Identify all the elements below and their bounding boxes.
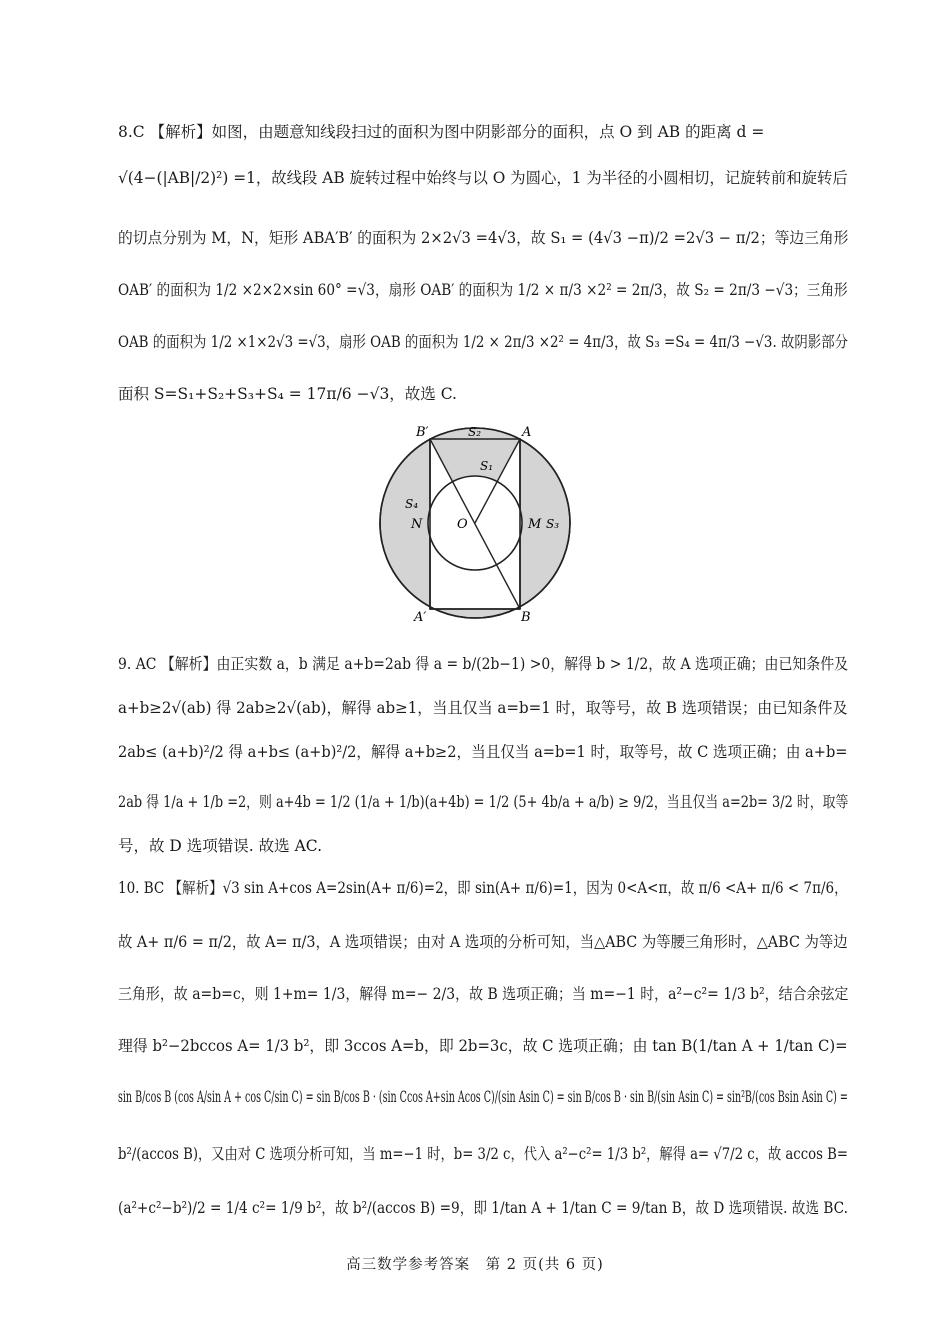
line-text: 8.C 【解析】如图，由题意知线段扫过的面积为图中阴影部分的面积，点 O 到 AB 的距离 d = bbox=[118, 123, 765, 141]
line bbox=[0, 166, 950, 188]
label-s4: S₄ bbox=[405, 497, 419, 511]
line-text: OAB 的面积为 1/2 ×1×2√3 =√3，扇形 OAB 的面积为 1/2 × 2π/3 ×2² = 4π/3，故 S₃ =S₄ = 4π/3 −√3. 故阴影部分 bbox=[118, 333, 849, 351]
line bbox=[0, 1142, 950, 1164]
line-text: 9. AC 【解析】由正实数 a，b 满足 a+b=2ab 得 a = b/(2b−1) >0，解得 b > 1/2，故 A 选项正确；由已知条件及 bbox=[118, 655, 849, 673]
label-o: O bbox=[457, 517, 468, 532]
line bbox=[0, 834, 950, 856]
line-text: 的切点分别为 M，N，矩形 ABA′B′ 的面积为 2×2√3 =4√3，故 S₁ = (4√3 −π)/2 =2√3 − π/2；等边三角形 bbox=[118, 229, 849, 247]
page-footer: 高三数学参考答案 第 2 页(共 6 页) bbox=[346, 1257, 604, 1273]
label-a-prime: A′ bbox=[414, 610, 427, 625]
label-b-prime: B′ bbox=[416, 425, 429, 440]
label-s2: S₂ bbox=[468, 425, 482, 439]
label-s3: S₃ bbox=[546, 517, 560, 531]
label-m: M bbox=[528, 517, 542, 532]
line-text: 面积 S=S₁+S₂+S₃+S₄ = 17π/6 −√3，故选 C. bbox=[118, 385, 457, 403]
label-n: N bbox=[411, 517, 423, 532]
line-text: b²/(accos B)，又由对 C 选项分析可知，当 m=−1 时，b= 3/2 c，代入 a²−c²= 1/3 b²，解得 a= √7/2 c，故 accos B= bbox=[118, 1145, 848, 1163]
label-a: A bbox=[522, 425, 532, 440]
line bbox=[0, 652, 950, 674]
label-b: B bbox=[521, 610, 531, 625]
line-text: sin B/cos B (cos A/sin A + cos C/sin C) = sin B/cos B · (sin Ccos A+sin Acos C)/(sin Asin C) = sin B/cos B · sin B/(sin Asin C) = sin²B/(cos Bsin Asin C) = bbox=[118, 1088, 848, 1106]
line-text: 三角形，故 a=b=c，则 1+m= 1/3，解得 m=− 2/3，故 B 选项正确；当 m=−1 时，a²−c²= 1/3 b²，结合余弦定 bbox=[118, 985, 849, 1003]
line bbox=[0, 278, 950, 300]
line-text: OAB′ 的面积为 1/2 ×2×2×sin 60° =√3，扇形 OAB′ 的面积为 1/2 × π/3 ×2² = 2π/3，故 S₂ = 2π/3 −√3；三角形 bbox=[118, 281, 848, 299]
line-text: 号，故 D 选项错误. 故选 AC. bbox=[118, 837, 322, 855]
line bbox=[0, 876, 950, 898]
label-s1: S₁ bbox=[480, 459, 494, 473]
line-text: 2ab≤ (a+b)²/2 得 a+b≤ (a+b)²/2，解得 a+b≥2，当且仅当 a=b=1 时，取等号，故 C 选项正确；由 a+b= bbox=[118, 743, 848, 761]
line-text: √(4−(|AB|/2)²) =1，故线段 AB 旋转过程中始终与以 O 为圆心，1 为半径的小圆相切，记旋转前和旋转后 bbox=[118, 169, 848, 187]
line bbox=[0, 1034, 950, 1056]
line-text: 理得 b²−2bccos A= 1/3 b²，即 3ccos A=b，即 2b=3c，故 C 选项正确；由 tan B(1/tan A + 1/tan C)= bbox=[118, 1037, 848, 1055]
geometry-figure bbox=[0, 415, 950, 635]
line bbox=[0, 1196, 950, 1218]
line bbox=[0, 1088, 950, 1106]
line bbox=[0, 382, 950, 404]
line bbox=[0, 790, 950, 812]
line bbox=[0, 226, 950, 248]
line-text: (a²+c²−b²)/2 = 1/4 c²= 1/9 b²，故 b²/(accos B) =9，即 1/tan A + 1/tan C = 9/tan B，故 D 选项错误. 故选 BC. bbox=[118, 1199, 848, 1217]
line-text: 故 A+ π/6 = π/2，故 A= π/3，A 选项错误；由对 A 选项的分析可知，当△ABC 为等腰三角形时，△ABC 为等边 bbox=[118, 933, 848, 951]
line bbox=[0, 982, 950, 1004]
line bbox=[0, 930, 950, 952]
line bbox=[0, 330, 950, 352]
line bbox=[0, 696, 950, 718]
line bbox=[0, 120, 950, 142]
line bbox=[0, 740, 950, 762]
line-text: 2ab 得 1/a + 1/b =2，则 a+4b = 1/2 (1/a + 1/b)(a+4b) = 1/2 (5+ 4b/a + a/b) ≥ 9/2，当且仅当 a=2b= 3/2 时，取等 bbox=[118, 793, 849, 811]
line-text: a+b≥2√(ab) 得 2ab≥2√(ab)，解得 ab≥1，当且仅当 a=b=1 时，取等号，故 B 选项错误；由已知条件及 bbox=[118, 699, 848, 717]
line-text: 10. BC 【解析】√3 sin A+cos A=2sin(A+ π/6)=2，即 sin(A+ π/6)=1，因为 0<A<π，故 π/6 <A+ π/6 < 7π/6， bbox=[118, 879, 848, 897]
